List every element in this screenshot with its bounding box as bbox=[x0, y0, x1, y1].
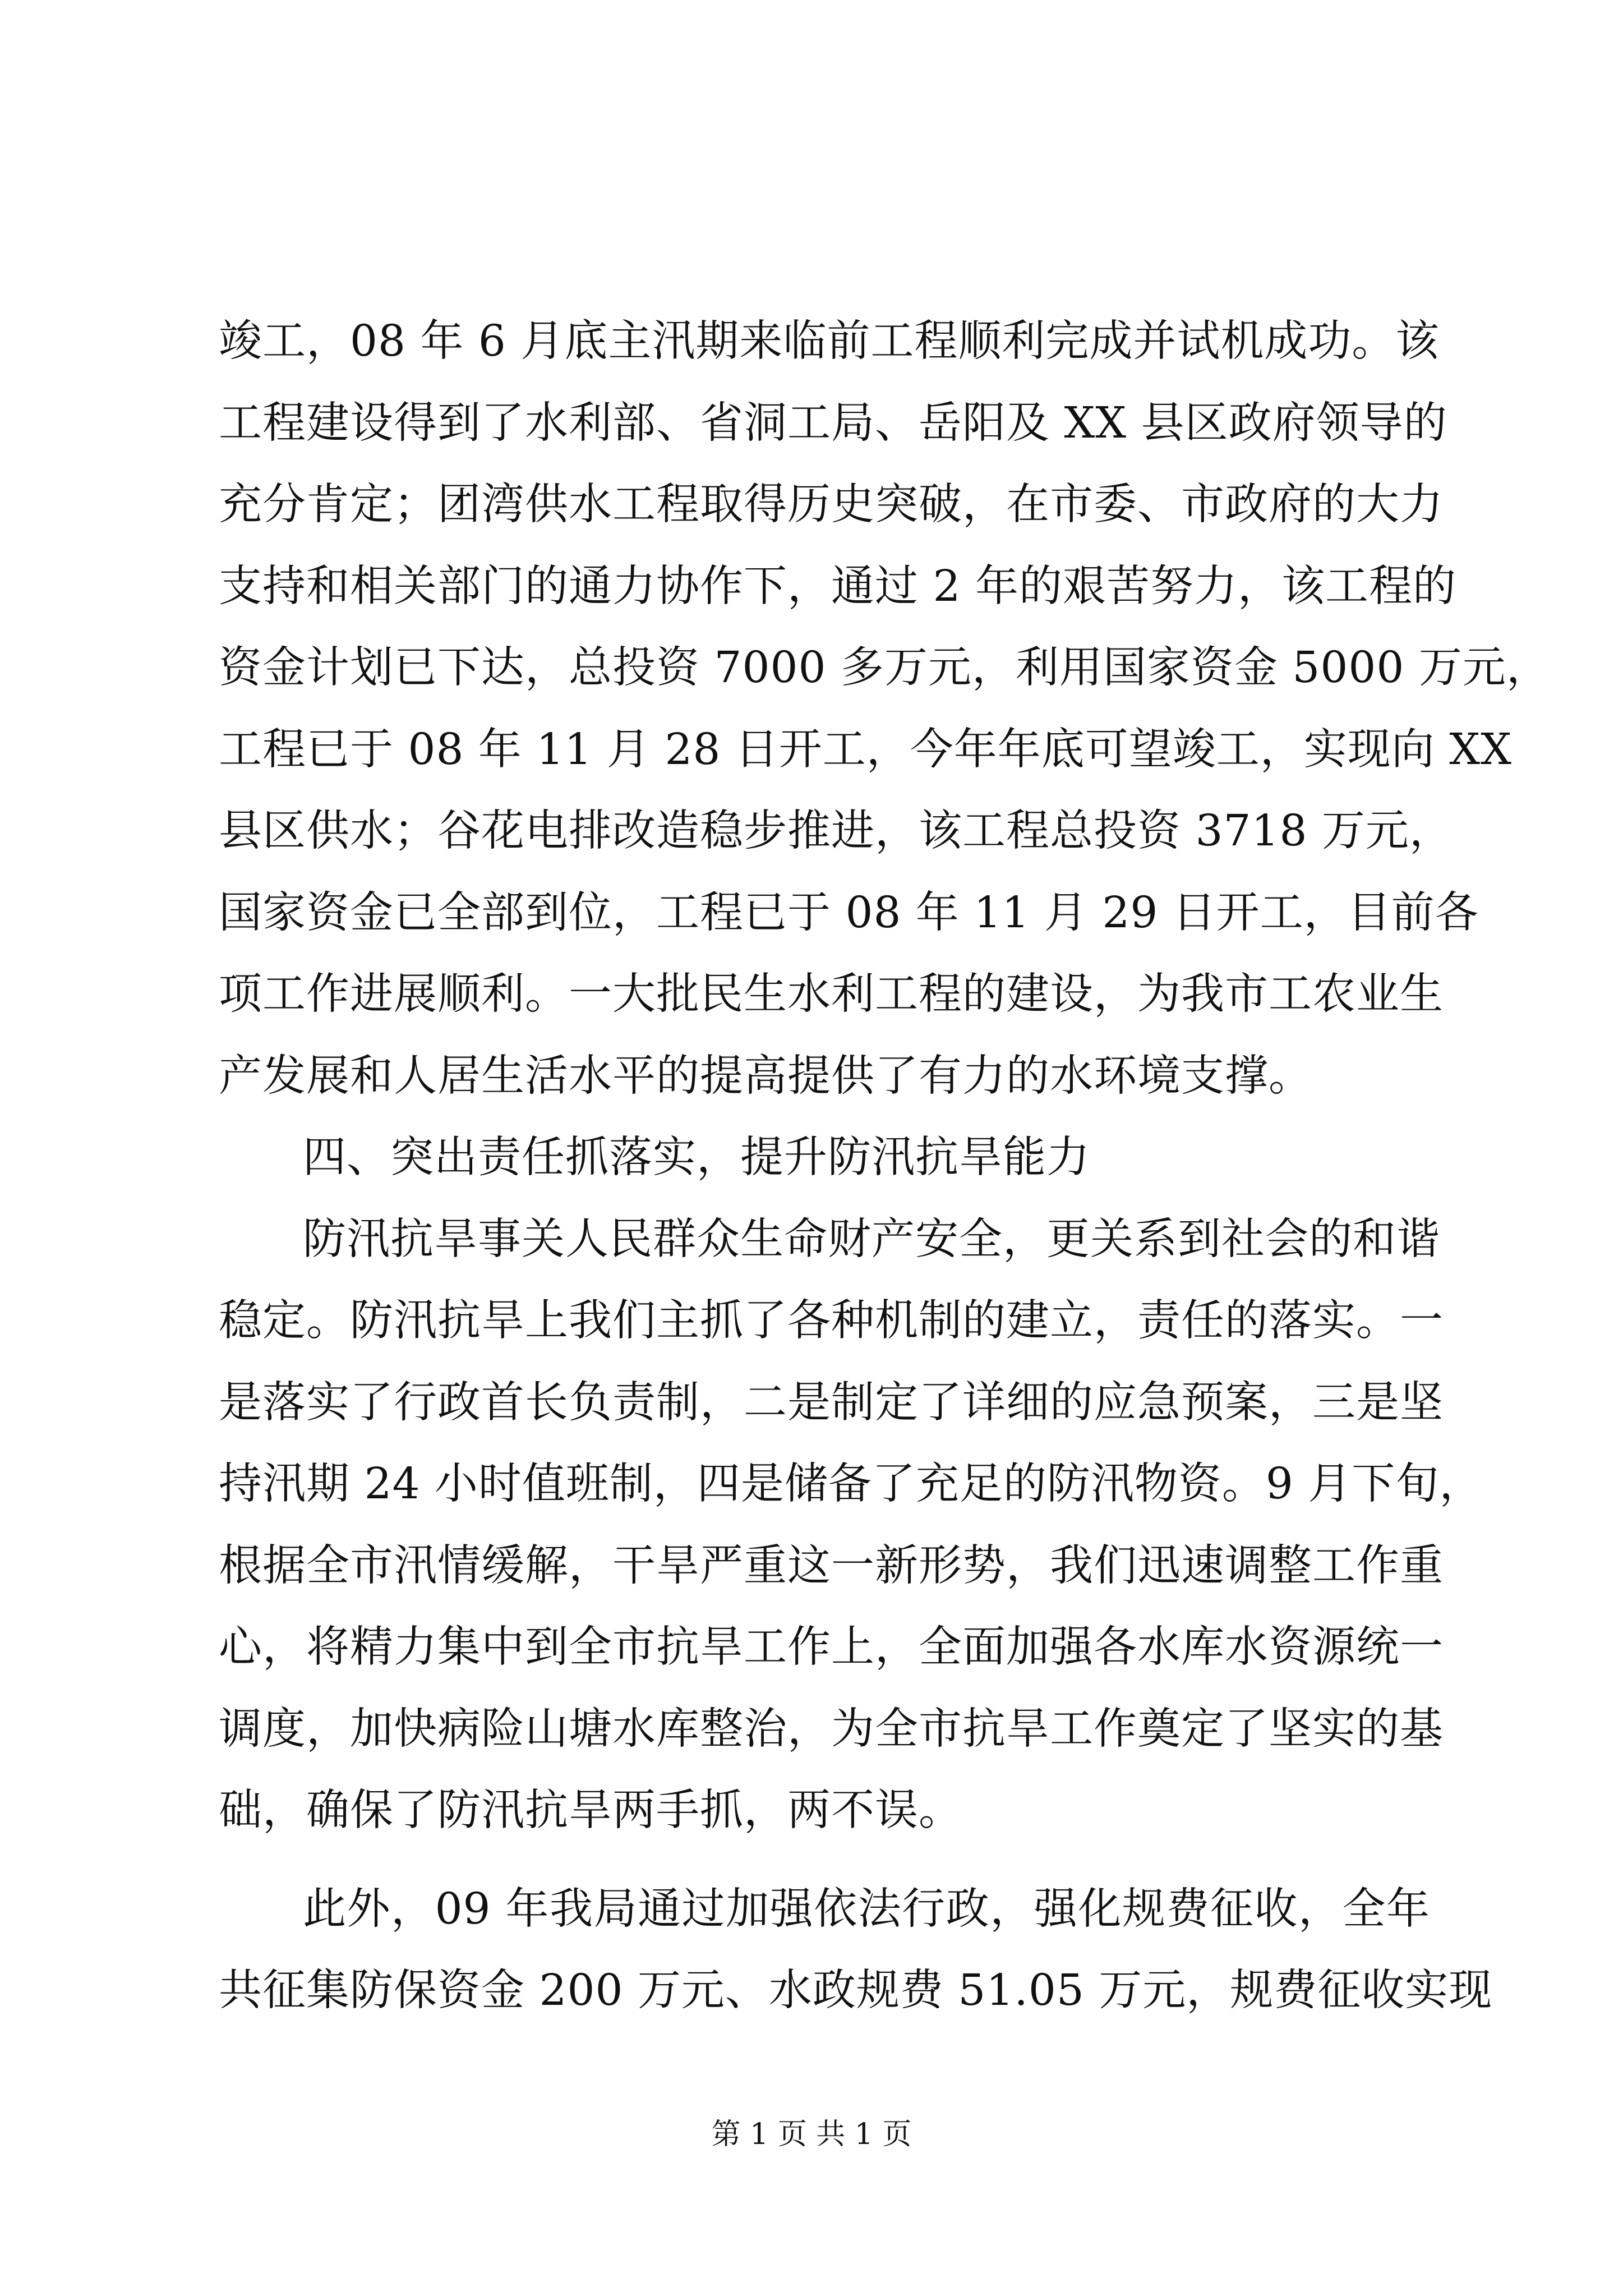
text-line: 稳定。防汛抗旱上我们主抓了各种机制的建立，责任的落实。一 bbox=[219, 1296, 1444, 1346]
paragraph-gap bbox=[219, 1852, 1430, 1869]
text-line: 心，将精力集中到全市抗旱工作上，全面加强各水库水资源统一 bbox=[219, 1622, 1444, 1672]
paragraph-start: 防汛抗旱事关人民群众生命财产安全，更关系到社会的和谐 bbox=[303, 1214, 1440, 1264]
text-line: 持汛期 24 小时值班制，四是储备了充足的防汛物资。9 月下旬， bbox=[219, 1459, 1483, 1509]
text-line: 工程建设得到了水利部、省洞工局、岳阳及 XX 县区政府领导的 bbox=[219, 398, 1447, 448]
page-footer: 第 1 页 共 1 页 bbox=[711, 2118, 912, 2151]
text-line: 国家资金已全部到位，工程已于 08 年 11 月 29 日开工，目前各 bbox=[219, 887, 1479, 938]
document-body bbox=[219, 301, 1550, 2032]
text-line: 共征集防保资金 200 万元、水政规费 51.05 万元，规费征收实现 bbox=[219, 1966, 1493, 2016]
text-line: 资金计划已下达，总投资 7000 多万元，利用国家资金 5000 万元， bbox=[219, 643, 1550, 693]
text-line: 础，确保了防汛抗旱两手抓，两不误。 bbox=[219, 1786, 962, 1835]
text-line: 是落实了行政首长负责制，二是制定了详细的应急预案，三是坚 bbox=[219, 1377, 1444, 1428]
text-line: 根据全市汛情缓解，干旱严重这一新形势，我们迅速调整工作重 bbox=[219, 1540, 1444, 1591]
text-line: 县区供水；谷花电排改造稳步推进，该工程总投资 3718 万元， bbox=[219, 806, 1453, 856]
paragraph-start: 此外，09 年我局通过加强依法行政，强化规费征收，全年 bbox=[303, 1884, 1430, 1934]
text-line: 支持和相关部门的通力协作下，通过 2 年的艰苦努力，该工程的 bbox=[219, 561, 1456, 611]
text-line: 产发展和人居生活水平的提高提供了有力的水环境支撑。 bbox=[219, 1051, 1312, 1101]
section-heading: 四、突出责任抓落实，提升防汛抗旱能力 bbox=[303, 1133, 1090, 1182]
text-line: 项工作进展顺利。一大批民生水利工程的建设，为我市工农业生 bbox=[219, 969, 1444, 1019]
text-line: 竣工，08 年 6 月底主汛期来临前工程顺利完成并试机成功。该 bbox=[219, 316, 1440, 366]
text-line: 工程已于 08 年 11 月 28 日开工，今年年底可望竣工，实现向 XX bbox=[219, 724, 1512, 775]
text-line: 充分肯定；团湾供水工程取得历史突破，在市委、市政府的大力 bbox=[219, 480, 1444, 530]
text-line: 调度，加快病险山塘水库整治，为全市抗旱工作奠定了坚实的基 bbox=[219, 1704, 1444, 1754]
